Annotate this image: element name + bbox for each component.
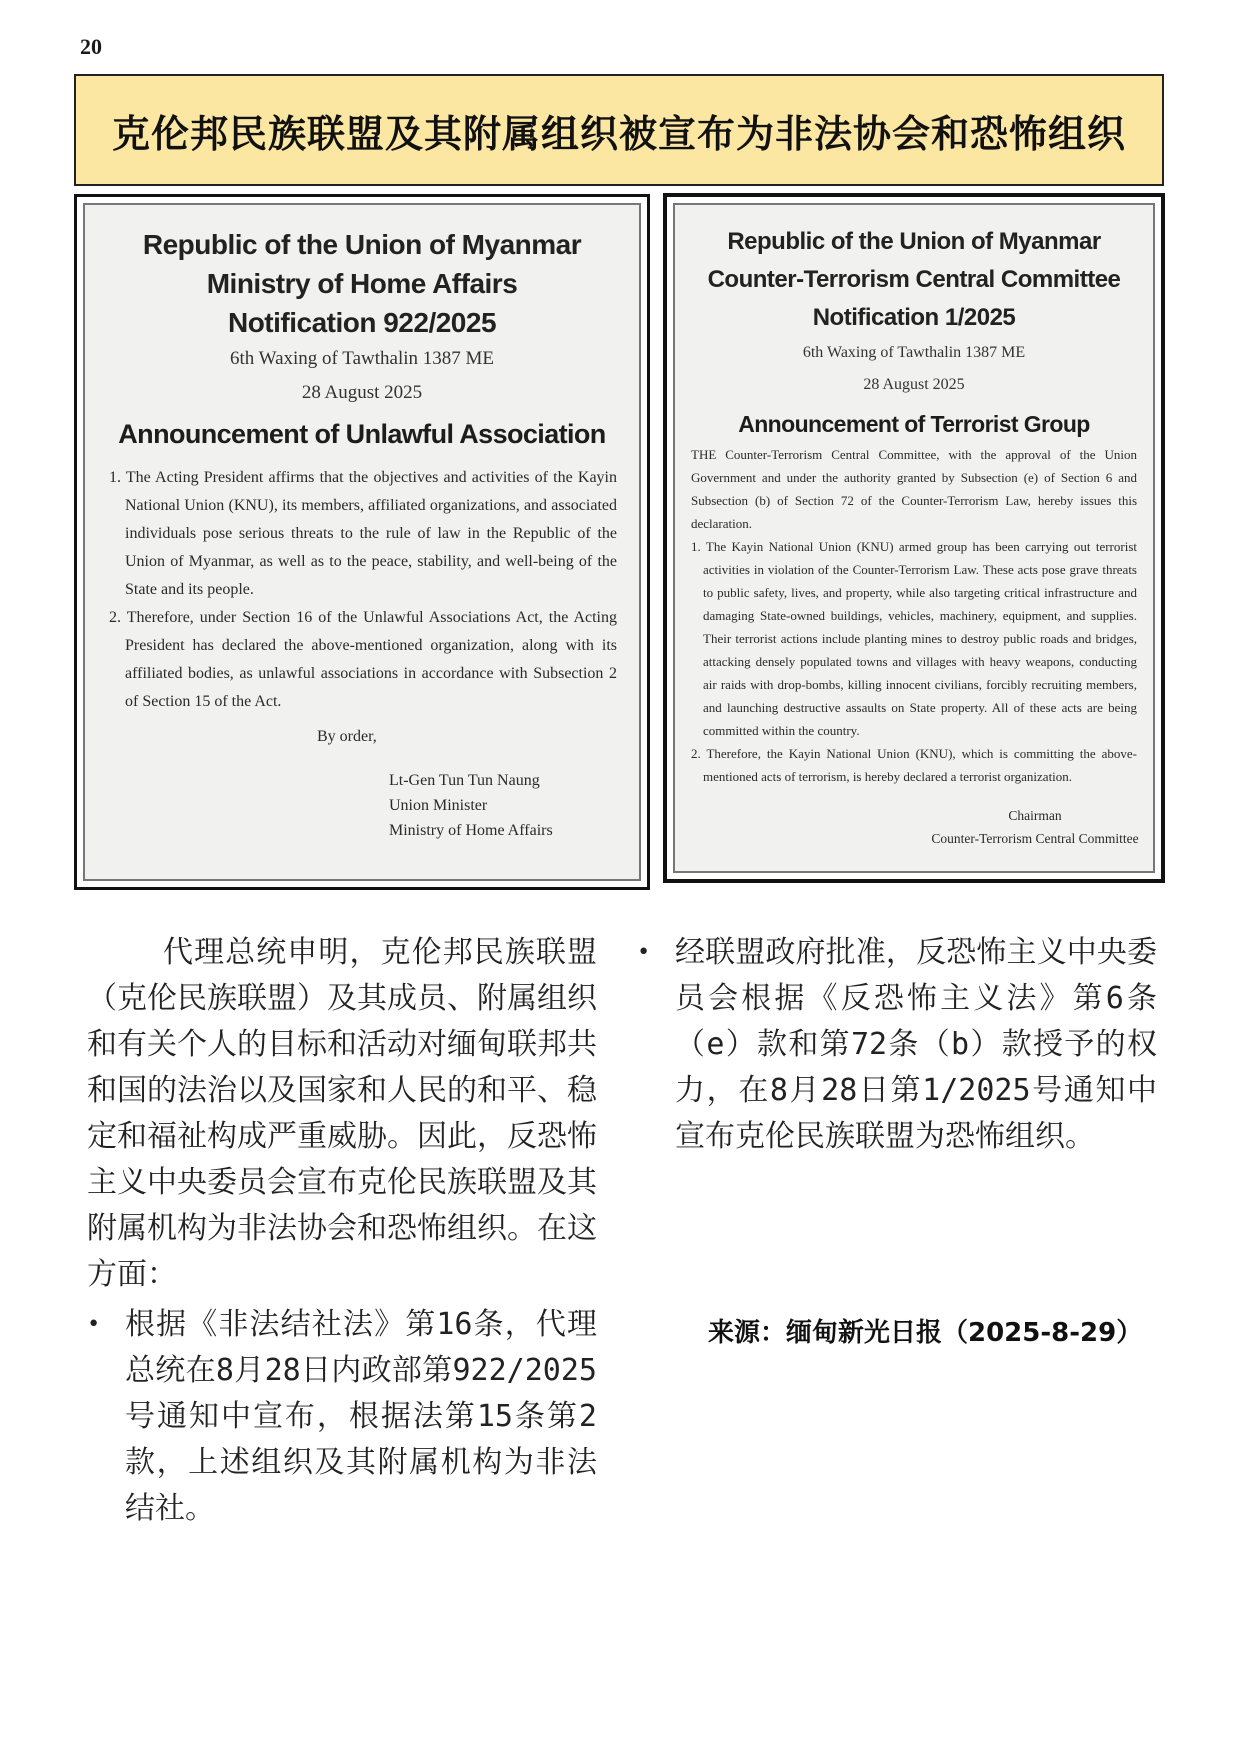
notice-item: 2. Therefore, the Kayin National Union (KNU), which is committing the above-mentioned acts of terrorism, is hereby declared a terrorist organization. [691,746,1137,784]
notice-header-line: Republic of the Union of Myanmar [142,229,582,260]
article-left-column [87,930,597,1532]
source-citation: 来源：缅甸新光日报（2025-8-29） [708,1318,1143,1348]
article-bullet-text: 经联盟政府批准，反恐怖主义中央委员会根据《反恐怖主义法》第6条（e）款和第72条（b）款授予的权力，在8月28日第1/2025号通知中宣布克伦民族联盟为恐怖组织。 [675,935,1157,1154]
signature-title: Union Minister [389,797,488,814]
notice-paper [673,203,1155,873]
notice-header-line: Notification 1/2025 [812,304,1016,331]
title-banner [74,74,1164,186]
article-paragraph: 代理总统申明，克伦邦民族联盟（克伦民族联盟）及其成员、附属组织和有关个人的目标和活动对缅甸联邦共和国的法治以及国家和人民的和平、稳定和福祉构成严重威胁。因此，反恐怖主义中央委员会宣布克伦民族联盟及其附属机构为非法协会和恐怖组织。在这方面： [87,935,597,1292]
notice-intro: THE Counter-Terrorism Central Committee, with the approval of the Union Government and under the authority granted by Subsection (e) of Section 6 and Subsection (b) of Section 72 of the Counter-Terrorism Law, hereby issues this declaration. [691,447,1137,531]
notice-date: 28 August 2025 [301,382,423,403]
notice-date-myanmar: 6th Waxing of Tawthalin 1387 ME [230,348,494,369]
notice-unlawful-association [74,194,650,890]
notice-item: 1. The Kayin National Union (KNU) armed group has been carrying out terrorist activities in violation of the Counter-Terrorism Law. These acts pose grave threats to public safety, lives, and property, while also targeting critical infrastructure and damaging State-owned buildings, vehicles, machinery, equipment, and supplies. Their terrorist actions include planting mines to destroy public roads and bridges, attacking densely populated towns and villages with heavy weapons, conducting air raids with drop-bombs, killing innocent civilians, forcibly recruiting members, and launching destructive assaults on State property. All of these acts are being committed within the country. [691,539,1137,738]
notice-item: 1. The Acting President affirms that the objectives and activities of the Kayin National Union (KNU), its members, affiliated organizations, and associated individuals pose serious threats to the rule of law in the Republic of the Union of Myanmar, as well as to the peace, stability, and well-being of the State and its people. [109,469,617,598]
signature-name: Lt-Gen Tun Tun Naung [389,772,540,789]
notice-announcement-title: Announcement of Terrorist Group [738,411,1090,437]
page-number: 20 [80,34,102,59]
notice-paper [83,203,641,881]
by-order: By order, [317,728,377,745]
bullet-icon: • [87,1312,101,1337]
notice-terrorist-group [663,193,1165,883]
bullet-icon: • [637,940,651,965]
notice-header-line: Counter-Terrorism Central Committee [707,266,1121,293]
signature-title: Chairman [1008,808,1062,823]
signature-block [675,804,1145,850]
notice-items [85,464,639,716]
notice-header-line: Notification 922/2025 [227,307,497,338]
notice-date: 28 August 2025 [863,376,965,393]
notice-header-line: Ministry of Home Affairs [206,268,518,299]
article-bullet [637,930,1157,1160]
notice-item: 2. Therefore, under Section 16 of the Unlawful Associations Act, the Acting President has declared the above-mentioned organization, along with its affiliated bodies, as unlawful associations in accordance with Subsection 2 of Section 15 of the Act. [109,609,617,710]
signature-block [85,768,639,843]
signature-committee: Counter-Terrorism Central Committee [931,831,1139,846]
article-right-column [637,930,1157,1160]
article-bullet [87,1302,597,1532]
page-title: 克伦邦民族联盟及其附属组织被宣布为非法协会和恐怖组织 [111,111,1126,156]
notice-header-line: Republic of the Union of Myanmar [727,228,1101,255]
notice-date-myanmar: 6th Waxing of Tawthalin 1387 ME [802,344,1026,361]
notice-announcement-title: Announcement of Unlawful Association [118,419,606,449]
article-bullet-text: 根据《非法结社法》第16条，代理总统在8月28日内政部第922/2025号通知中宣布，根据法第15条第2款，上述组织及其附属机构为非法结社。 [125,1307,597,1526]
signature-ministry: Ministry of Home Affairs [389,822,553,839]
